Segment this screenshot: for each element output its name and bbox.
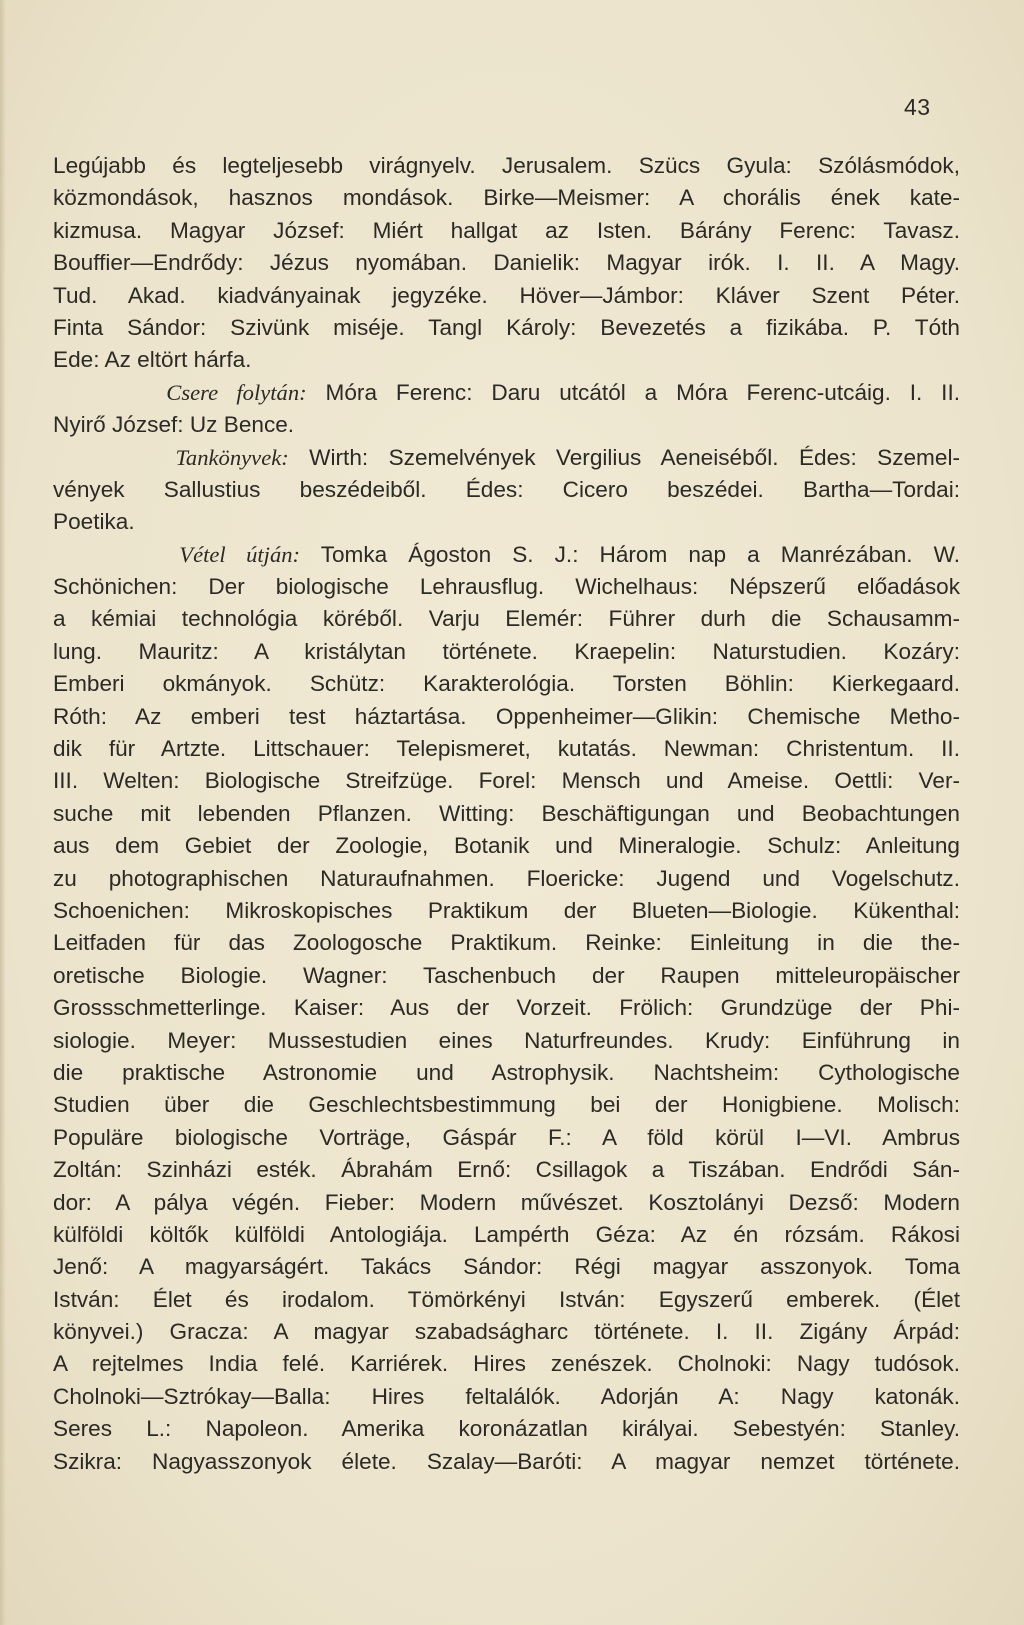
line-text: Tud. Akad. kiadványainak jegyzéke. Höver—Jámbor: Kláver Szent Péter. <box>53 282 960 308</box>
line-text: oretische Biologie. Wagner: Taschenbuch der Raupen mitteleuropäischer <box>53 962 960 988</box>
text-line <box>53 733 960 765</box>
line-text: Ede: Az eltört hárfa. <box>53 347 252 373</box>
line-text: A rejtelmes India felé. Karriérek. Hires zenészek. Cholnoki: Nagy tudósok. <box>53 1351 960 1377</box>
line-text: Seres L.: Napoleon. Amerika koronázatlan királyai. Sebestyén: Stanley. <box>53 1416 960 1442</box>
line-text: Schönichen: Der biologische Lehrausflug. Wichelhaus: Népszerű előadások <box>53 574 960 600</box>
text-line <box>53 668 960 700</box>
text-line <box>53 1284 960 1316</box>
line-text: Populäre biologische Vorträge, Gáspár F.: A föld körül I—VI. Ambrus <box>53 1124 960 1150</box>
line-text: Nyirő József: Uz Bence. <box>53 412 295 438</box>
text-line <box>53 571 960 603</box>
text-line <box>53 409 960 441</box>
line-text: Finta Sándor: Szivünk miséje. Tangl Károly: Bevezetés a fizikába. P. Tóth <box>53 314 960 340</box>
text-line <box>53 215 960 247</box>
line-text: Wirth: Szemelvények Vergilius Aeneiséből. Édes: Szemel- <box>288 444 960 470</box>
text-line <box>53 927 960 959</box>
indent <box>53 542 179 567</box>
text-line <box>53 1025 960 1057</box>
indent <box>53 445 175 470</box>
text-line <box>53 474 960 506</box>
text-line <box>53 1122 960 1154</box>
line-text: Jenő: A magyarságért. Takács Sándor: Régi magyar asszonyok. Toma <box>53 1254 960 1280</box>
line-text: die praktische Astronomie und Astrophysik. Nachtsheim: Cythologische <box>53 1059 960 1085</box>
line-text: Róth: Az emberi test háztartása. Oppenheimer—Glikin: Chemische Metho- <box>53 703 960 729</box>
line-text: Grossschmetterlinge. Kaiser: Aus der Vorzeit. Frölich: Grundzüge der Phi- <box>53 995 960 1021</box>
text-line <box>53 1219 960 1251</box>
text-line <box>53 895 960 927</box>
line-text: Schoenichen: Mikroskopisches Praktikum der Blueten—Biologie. Kükenthal: <box>53 897 960 923</box>
text-line <box>53 701 960 733</box>
text-line <box>53 1089 960 1121</box>
text-line <box>53 280 960 312</box>
line-text: aus dem Gebiet der Zoologie, Botanik und Mineralogie. Schulz: Anleitung <box>53 833 960 859</box>
text-line <box>53 830 960 862</box>
text-line <box>53 603 960 635</box>
section-heading: Vétel útján: <box>179 541 301 567</box>
section-heading: Csere folytán: <box>166 379 307 405</box>
text-line <box>53 506 960 538</box>
line-text: István: Élet és irodalom. Tömörkényi István: Egyszerű emberek. (Élet <box>53 1286 960 1312</box>
line-text: Legújabb és legteljesebb virágnyelv. Jerusalem. Szücs Gyula: Szólásmódok, <box>53 153 960 178</box>
text-line <box>53 182 960 214</box>
text-line <box>53 377 960 409</box>
text-line <box>53 344 960 376</box>
line-text: a kémiai technológia köréből. Varju Elemér: Führer durh die Schausamm- <box>53 606 960 632</box>
text-line <box>53 960 960 992</box>
text-line <box>53 1413 960 1445</box>
line-text: lung. Mauritz: A kristálytan története. Kraepelin: Naturstudien. Kozáry: <box>53 638 960 664</box>
line-text: dik für Artzte. Littschauer: Telepismeret, kutatás. Newman: Christentum. II. <box>53 736 960 762</box>
line-text: Cholnoki—Sztrókay—Balla: Hires feltalálók. Adorján A: Nagy katonák. <box>53 1383 960 1409</box>
text-line <box>53 798 960 830</box>
text-line <box>53 1446 960 1478</box>
text-line <box>53 247 960 279</box>
line-text: Szikra: Nagyasszonyok élete. Szalay—Baróti: A magyar nemzet története. <box>53 1448 960 1474</box>
page-number: 43 <box>904 94 931 120</box>
section-heading: Tankönyvek: <box>175 444 289 470</box>
text-line <box>53 1251 960 1283</box>
line-text: vények Sallustius beszédeiből. Édes: Cicero beszédei. Bartha—Tordai: <box>53 476 960 502</box>
line-text: siologie. Meyer: Mussestudien eines Naturfreundes. Krudy: Einführung in <box>53 1027 960 1053</box>
text-line <box>53 1348 960 1380</box>
text-line <box>53 1057 960 1089</box>
indent <box>53 380 166 405</box>
line-text: Leitfaden für das Zoologosche Praktikum. Reinke: Einleitung in die the- <box>53 930 960 956</box>
line-text: Bouffier—Endrődy: Jézus nyomában. Danielik: Magyar irók. I. II. A Magy. <box>53 250 960 276</box>
line-text: dor: A pálya végén. Fieber: Modern művészet. Kosztolányi Dezső: Modern <box>53 1189 960 1215</box>
line-text: III. Welten: Biologische Streifzüge. Forel: Mensch und Ameise. Oettli: Ver- <box>53 768 960 794</box>
line-text: kizmusa. Magyar József: Miért hallgat az Isten. Bárány Ferenc: Tavasz. <box>53 217 960 243</box>
line-text: Emberi okmányok. Schütz: Karakterológia. Torsten Böhlin: Kierkegaard. <box>53 671 960 697</box>
text-line <box>53 992 960 1024</box>
text-line <box>53 150 960 182</box>
line-text: suche mit lebenden Pflanzen. Witting: Beschäftigungan und Beobachtungen <box>53 800 960 826</box>
text-line <box>53 765 960 797</box>
text-line <box>53 442 960 474</box>
text-line <box>53 1381 960 1413</box>
text-line <box>53 1187 960 1219</box>
line-text: Studien über die Geschlechtsbestimmung bei der Honigbiene. Molisch: <box>53 1092 960 1118</box>
text-line <box>53 312 960 344</box>
line-text: közmondások, hasznos mondások. Birke—Meismer: A chorális ének kate- <box>53 185 960 211</box>
text-line <box>53 539 960 571</box>
line-text: Tomka Ágoston S. J.: Három nap a Manrézában. W. <box>300 541 960 567</box>
line-text: könyvei.) Gracza: A magyar szabadságharc története. I. II. Zigány Árpád: <box>53 1319 960 1345</box>
text-line <box>53 1316 960 1348</box>
line-text: Móra Ferenc: Daru utcától a Móra Ferenc-utcáig. I. II. <box>306 379 961 405</box>
text-line <box>53 636 960 668</box>
line-text: Poetika. <box>53 509 135 535</box>
page-spine-shadow <box>0 0 6 1625</box>
line-text: zu photographischen Naturaufnahmen. Floericke: Jugend und Vogelschutz. <box>53 865 960 891</box>
body-text <box>53 150 960 1478</box>
line-text: Zoltán: Szinházi esték. Ábrahám Ernő: Csillagok a Tiszában. Endrődi Sán- <box>53 1157 960 1183</box>
text-line <box>53 863 960 895</box>
line-text: külföldi költők külföldi Antologiája. Lampérth Géza: Az én rózsám. Rákosi <box>53 1221 960 1247</box>
text-line <box>53 1154 960 1186</box>
